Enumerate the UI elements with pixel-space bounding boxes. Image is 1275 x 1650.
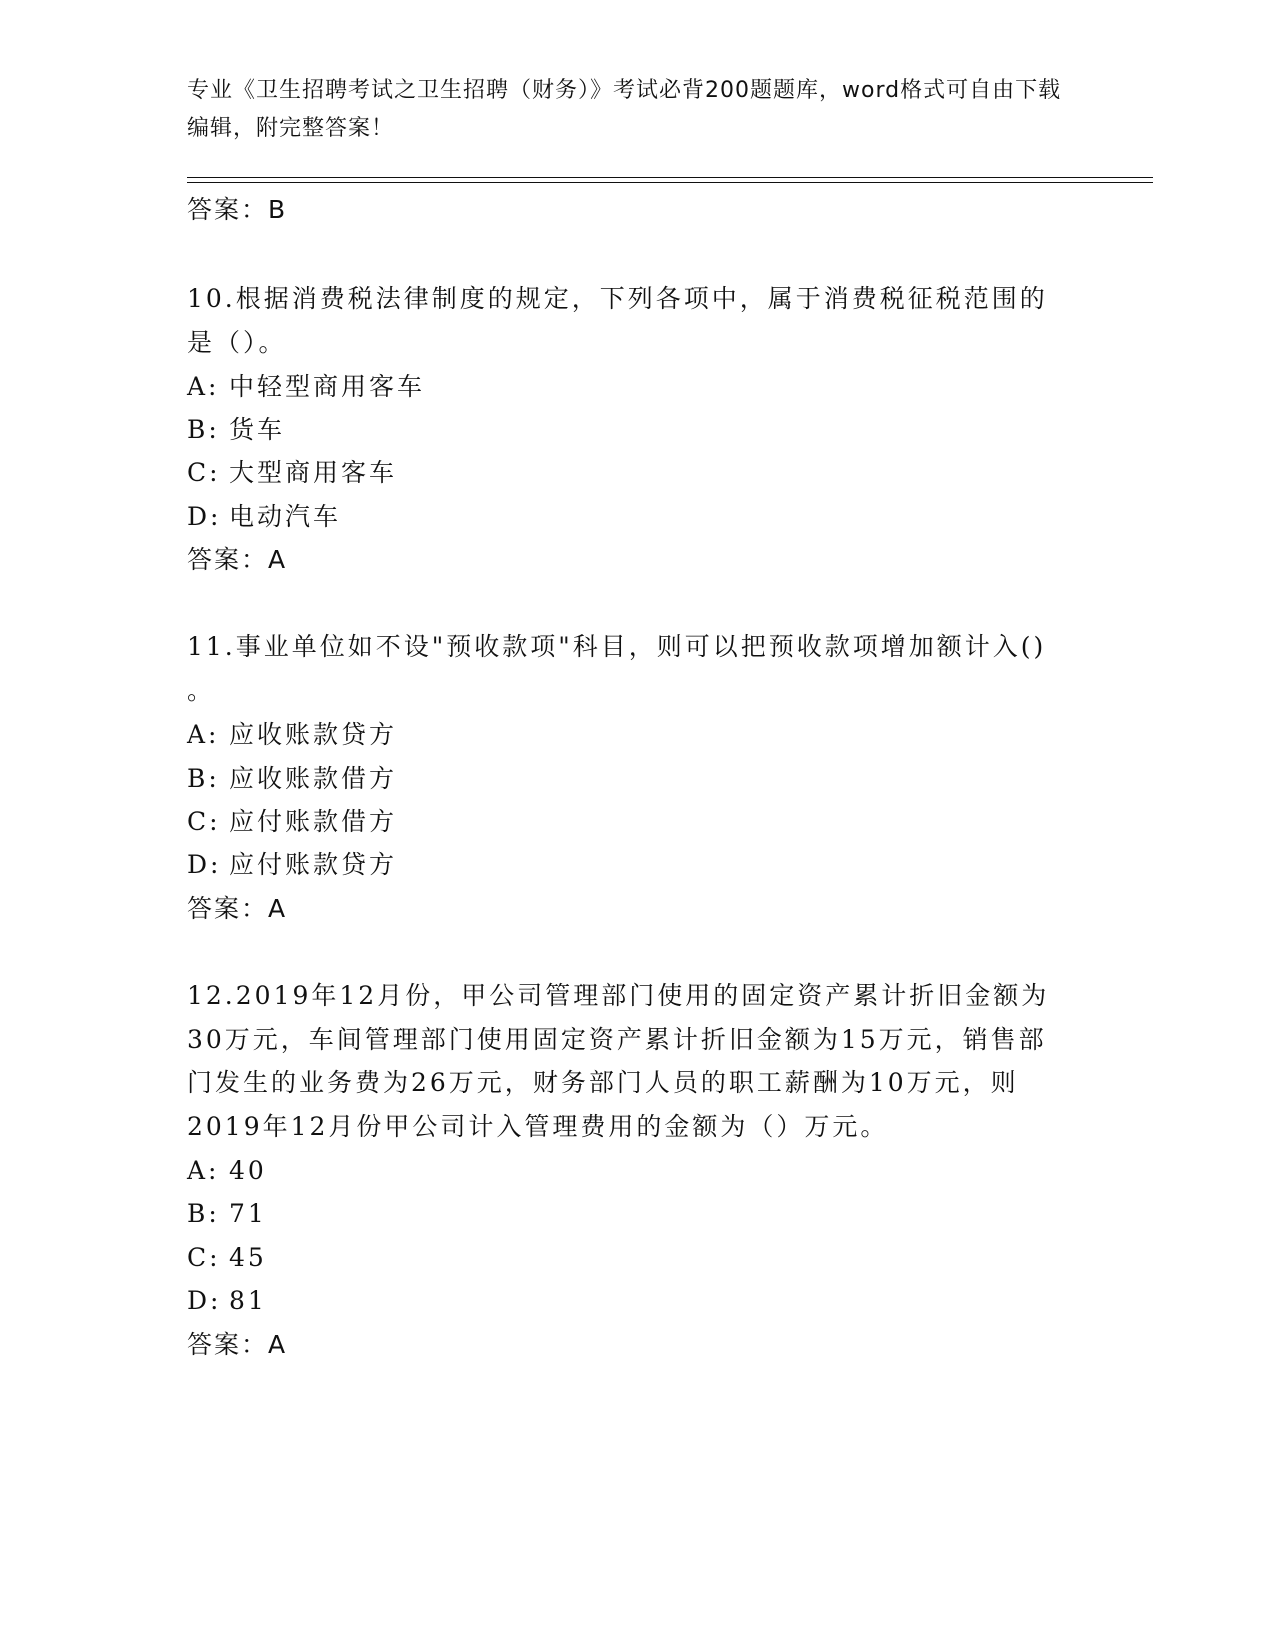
- question-11-option-a: [187, 718, 397, 752]
- header-divider-bottom: [187, 182, 1153, 183]
- option-text: 应付账款贷方: [229, 850, 398, 879]
- option-label: D:: [187, 850, 222, 879]
- question-10-option-a: [187, 370, 425, 404]
- option-text: 应收账款借方: [229, 764, 398, 793]
- question-10-option-d: [187, 500, 341, 534]
- question-12-option-a: [187, 1154, 267, 1188]
- question-10-answer: 答案：A: [187, 545, 288, 574]
- question-12-option-b: [187, 1197, 267, 1231]
- option-text: 81: [229, 1286, 267, 1315]
- option-label: C:: [187, 1243, 221, 1272]
- option-label: D:: [187, 1286, 222, 1315]
- option-text: 大型商用客车: [229, 458, 398, 487]
- option-text: 应付账款借方: [229, 807, 398, 836]
- question-11-option-c: [187, 805, 397, 839]
- header-divider-top: [187, 177, 1153, 178]
- question-12-option-d: [187, 1284, 267, 1318]
- page-header: 专业《卫生招聘考试之卫生招聘（财务）》考试必背200题题库，word格式可自由下载编辑，附完整答案！: [187, 78, 1062, 141]
- question-11-stem-line1: 11.事业单位如不设"预收款项"科目，则可以把预收款项增加额计入(): [187, 632, 1047, 661]
- option-text: 45: [229, 1243, 267, 1272]
- option-label: B:: [187, 1199, 220, 1228]
- question-12-option-c: [187, 1241, 267, 1275]
- option-text: 中轻型商用客车: [229, 372, 426, 401]
- question-12-stem-line4: 2019年12月份甲公司计入管理费用的金额为（）万元。: [187, 1112, 889, 1141]
- option-label: A:: [187, 720, 220, 749]
- option-label: A:: [187, 372, 220, 401]
- question-11-stem-line2: 。: [187, 676, 216, 705]
- option-label: A:: [187, 1156, 220, 1185]
- option-text: 40: [229, 1156, 267, 1185]
- option-label: C:: [187, 458, 221, 487]
- option-text: 货车: [229, 415, 286, 444]
- question-10-stem-line1: 10.根据消费税法律制度的规定，下列各项中，属于消费税征税范围的: [187, 284, 1048, 313]
- option-text: 71: [229, 1199, 267, 1228]
- option-label: B:: [187, 415, 220, 444]
- question-10-option-c: [187, 456, 397, 490]
- question-10-option-b: [187, 413, 285, 447]
- question-11-option-b: [187, 762, 397, 796]
- question-12-answer: 答案：A: [187, 1330, 288, 1359]
- option-label: D:: [187, 502, 222, 531]
- question-11-answer: 答案：A: [187, 894, 288, 923]
- question-12-stem-line2: 30万元，车间管理部门使用固定资产累计折旧金额为15万元，销售部: [187, 1025, 1047, 1054]
- option-label: C:: [187, 807, 221, 836]
- option-label: B:: [187, 764, 220, 793]
- question-10-stem-line2: 是（）。: [187, 328, 287, 357]
- question-12-stem-line1: 12.2019年12月份，甲公司管理部门使用的固定资产累计折旧金额为: [187, 981, 1050, 1010]
- question-12-stem-line3: 门发生的业务费为26万元，财务部门人员的职工薪酬为10万元，则: [187, 1068, 1019, 1097]
- question-11-option-d: [187, 848, 397, 882]
- option-text: 电动汽车: [229, 502, 342, 531]
- previous-answer: 答案：B: [187, 195, 288, 224]
- option-text: 应收账款贷方: [229, 720, 398, 749]
